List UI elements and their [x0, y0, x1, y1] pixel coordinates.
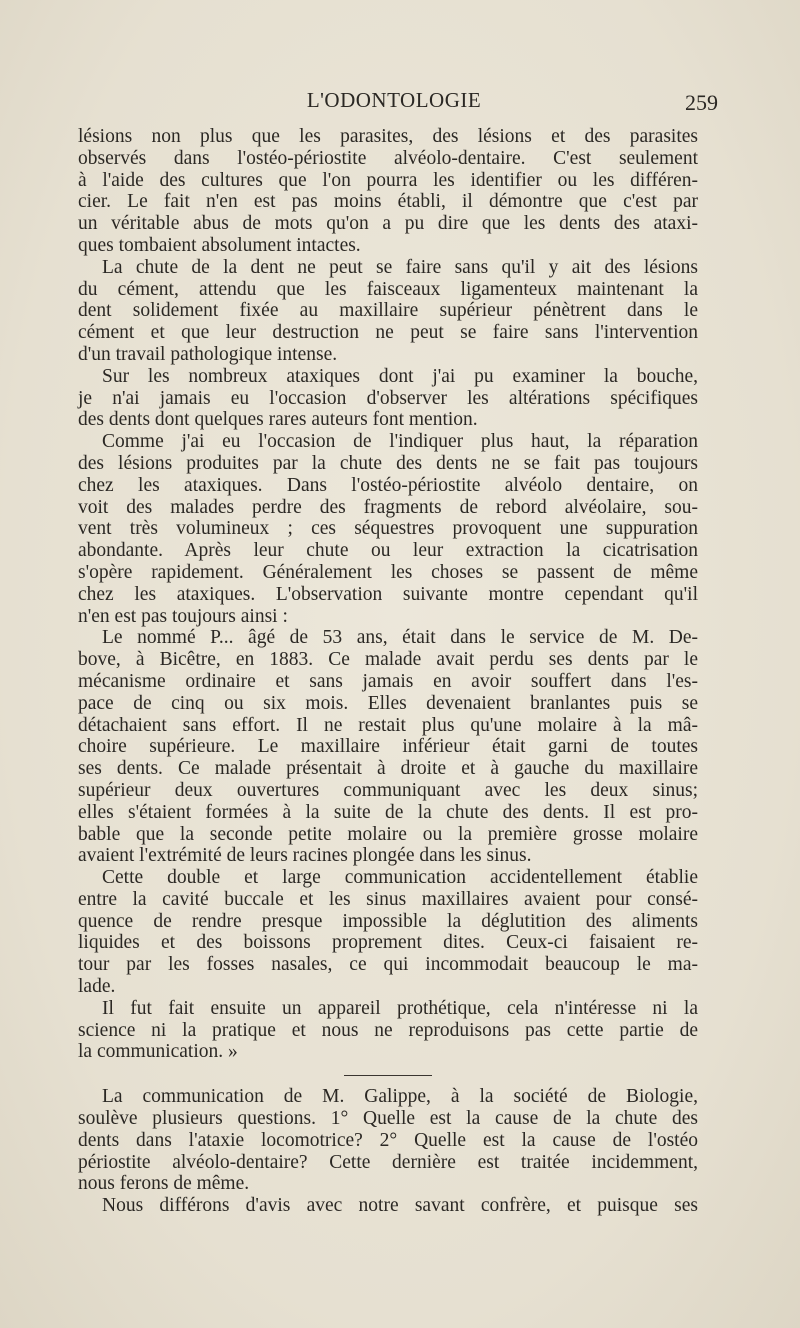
text-line: pace de cinq ou six mois. Elles devenaient branlantes puis se: [78, 692, 698, 714]
text-line: La chute de la dent ne peut se faire sans qu'il y ait des lésions: [102, 256, 698, 278]
text-line: Il fut fait ensuite un appareil prothétique, cela n'intéresse ni la: [102, 997, 698, 1019]
text-line: tour par les fosses nasales, ce qui incommodait beaucoup le ma-: [78, 954, 698, 976]
text-line: un véritable abus de mots qu'on a pu dire que les dents des ataxi-: [78, 213, 698, 235]
text-block-main: [78, 126, 698, 1063]
text-line: La communication de M. Galippe, à la société de Biologie,: [102, 1086, 698, 1108]
text-line: chez les ataxiques. Dans l'ostéo-périostite alvéolo dentaire, on: [78, 474, 698, 496]
text-line: à l'aide des cultures que l'on pourra les identifier ou les différen-: [78, 169, 698, 191]
text-line: avaient l'extrémité de leurs racines plongée dans les sinus.: [78, 845, 532, 867]
text-line: liquides et des boissons proprement dites. Ceux-ci faisaient re-: [78, 932, 698, 954]
page-header: [78, 88, 718, 116]
text-line: lésions non plus que les parasites, des lésions et des parasites: [78, 126, 698, 147]
text-line: je n'ai jamais eu l'occasion d'observer les altérations spécifiques: [78, 387, 698, 409]
text-line: ses dents. Ce malade présentait à droite et à gauche du maxillaire: [78, 758, 698, 780]
text-line: cément et que leur destruction ne peut se faire sans l'intervention: [78, 322, 698, 344]
text-block-commentary: [78, 1086, 698, 1217]
text-line: quence de rendre presque impossible la déglutition des aliments: [78, 910, 698, 932]
text-line: s'opère rapidement. Généralement les choses se passent de même: [78, 561, 698, 583]
text-line: lade.: [78, 976, 116, 998]
body-text: [78, 126, 698, 1217]
text-line: Comme j'ai eu l'occasion de l'indiquer plus haut, la réparation: [102, 431, 698, 453]
text-line: Cette double et large communication accidentellement établie: [102, 867, 698, 889]
text-line: entre la cavité buccale et les sinus maxillaires avaient pour consé-: [78, 888, 698, 910]
text-line: mécanisme ordinaire et sans jamais en avoir souffert dans l'es-: [78, 670, 698, 692]
text-line: périostite alvéolo-dentaire? Cette dernière est traitée incidemment,: [78, 1151, 698, 1173]
text-line: ques tombaient absolument intactes.: [78, 234, 361, 256]
text-line: Nous différons d'avis avec notre savant confrère, et puisque ses: [102, 1195, 698, 1217]
running-title: L'ODONTOLOGIE: [306, 88, 482, 112]
text-line: Sur les nombreux ataxiques dont j'ai pu examiner la bouche,: [102, 365, 698, 387]
text-line: soulève plusieurs questions. 1° Quelle est la cause de la chute des: [78, 1108, 698, 1130]
text-line: n'en est pas toujours ainsi :: [78, 605, 288, 627]
page-number: 259: [685, 90, 718, 115]
text-line: bable que la seconde petite molaire ou la première grosse molaire: [78, 823, 698, 845]
text-line: d'un travail pathologique intense.: [78, 343, 338, 365]
text-line: voit des malades perdre des fragments de rebord alvéolaire, sou-: [78, 496, 698, 518]
text-line: détachaient sans effort. Il ne restait plus qu'une molaire à la mâ-: [78, 714, 698, 736]
text-line: choire supérieure. Le maxillaire inférieur était garni de toutes: [78, 736, 698, 758]
text-line: supérieur deux ouvertures communiquant avec les deux sinus;: [78, 779, 698, 801]
text-line: abondante. Après leur chute ou leur extraction la cicatrisation: [78, 540, 698, 562]
text-line: dents dans l'ataxie locomotrice? 2° Quelle est la cause de l'ostéo: [78, 1129, 698, 1151]
text-line: science ni la pratique et nous ne reproduisons pas cette partie de: [78, 1019, 698, 1041]
text-line: Le nommé P... âgé de 53 ans, était dans le service de M. De-: [102, 627, 698, 649]
text-line: la communication. »: [78, 1041, 238, 1063]
text-line: cier. Le fait n'en est pas moins établi, il démontre que c'est par: [78, 191, 698, 213]
section-divider: [344, 1075, 432, 1076]
text-line: des lésions produites par la chute des dents ne se fait pas toujours: [78, 452, 698, 474]
text-line: dent solidement fixée au maxillaire supérieur pénètrent dans le: [78, 300, 698, 322]
text-line: nous ferons de même.: [78, 1173, 250, 1195]
text-line: des dents dont quelques rares auteurs font mention.: [78, 409, 478, 431]
text-line: observés dans l'ostéo-périostite alvéolo-dentaire. C'est seulement: [78, 147, 698, 169]
text-line: chez les ataxiques. L'observation suivante montre cependant qu'il: [78, 583, 698, 605]
text-line: vent très volumineux ; ces séquestres provoquent une suppuration: [78, 518, 698, 540]
text-line: bove, à Bicêtre, en 1883. Ce malade avait perdu ses dents par le: [78, 649, 698, 671]
text-line: elles s'étaient formées à la suite de la chute des dents. Il est pro-: [78, 801, 698, 823]
text-line: du cément, attendu que les faisceaux ligamenteux maintenant la: [78, 278, 698, 300]
